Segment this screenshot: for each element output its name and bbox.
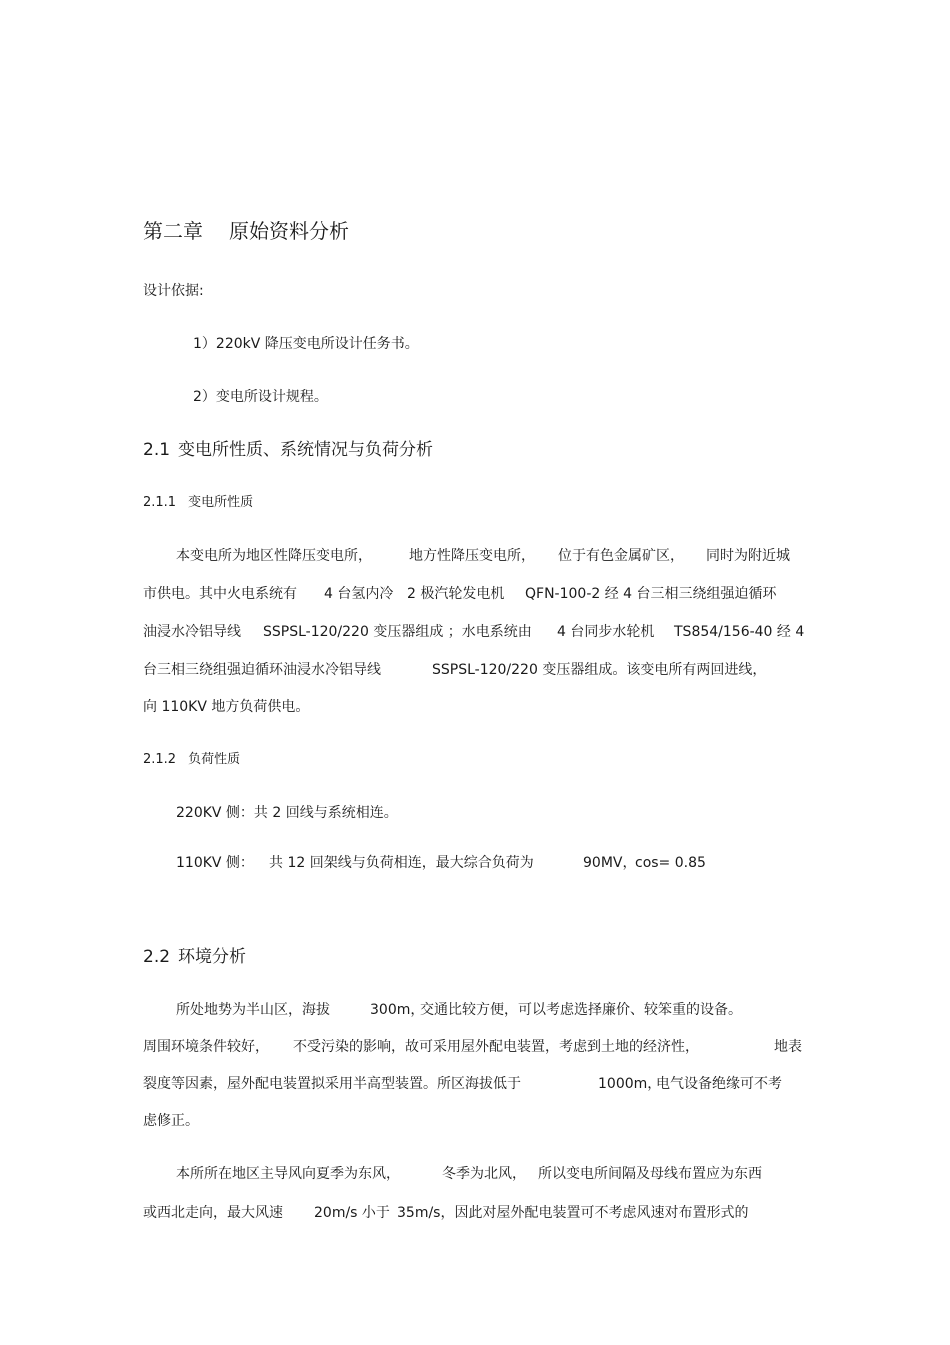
text-segment: QFN-100-2 经 4 台三相三绕组强迫循环 [525,586,777,602]
text-segment: 油浸水冷铝导线 [143,624,241,640]
text-segment: 虑修正。 [143,1113,199,1129]
text-segment: 台三相三绕组强迫循环油浸水冷铝导线 [143,662,381,678]
chapter-number: 第二章 [143,219,203,243]
text-segment: 20m/s 小于 [314,1205,390,1221]
text-segment: 周围环境条件较好， [143,1039,269,1055]
text-segment: 地表 [774,1039,802,1055]
text-segment: 不受污染的影响，故可采用屋外配电装置，考虑到土地的经济性， [293,1039,699,1055]
text-segment: 本变电所为地区性降压变电所， [176,548,372,564]
section-title: 变电所性质、系统情况与负荷分析 [178,440,434,460]
text-segment: 市供电。其中火电系统有 [143,586,297,602]
text-segment: 2 极汽轮发电机 [407,586,505,602]
chapter-title: 原始资料分析 [229,219,349,243]
section-title: 环境分析 [178,947,247,967]
text-segment: 向 110KV 地方负荷供电。 [143,699,310,715]
section-2-1-heading [143,438,433,462]
text-segment: 同时为附近城 [706,548,790,564]
text-segment: 交通比较方便，可以考虑选择廉价、较笨重的设备。 [420,1002,742,1018]
text-segment: 4 台同步水轮机 [557,624,655,640]
text-segment: SSPSL-120/220 变压器组成 ；水电系统由 [263,624,532,640]
text-segment: 所以变电所间隔及母线布置应为东西 [538,1166,762,1182]
text-segment: 共 12 回架线与负荷相连，最大综合负荷为 [269,855,534,871]
text-segment: 位于有色金属矿区， [558,548,684,564]
text-segment: 110KV 侧： [176,855,254,871]
text-segment: 本所所在地区主导风向夏季为东风， [176,1166,400,1182]
section-number: 2.2 [143,947,171,967]
section-2-2-heading [143,945,246,969]
text-segment: 冬季为北风， [442,1166,526,1182]
text-segment: 电气设备绝缘可不考 [656,1076,782,1092]
basis-item-1: 1）220kV 降压变电所设计任务书。 [193,336,419,352]
subsection-2-1-2-heading [143,750,240,770]
subsection-number: 2.1.1 [143,495,177,510]
text-segment: 或西北走向，最大风速 [143,1205,283,1221]
subsection-title: 变电所性质 [188,495,254,510]
text-segment: 地方性降压变电所， [409,548,535,564]
subsection-title: 负荷性质 [188,752,241,767]
text-segment: 300m， [370,1002,425,1018]
section-number: 2.1 [143,440,171,460]
text-segment: 4 台氢内冷 [324,586,394,602]
text-segment: 裂度等因素，屋外配电装置拟采用半高型装置。所区海拔低于 [143,1076,521,1092]
text-segment: SSPSL-120/220 变压器组成。该变电所有两回进线， [432,662,767,678]
text-segment: TS854/156-40 经 4 [674,624,805,640]
text-segment: 所处地势为半山区，海拔 [176,1002,330,1018]
subsection-2-1-1-heading [143,493,253,513]
basis-item-2: 2）变电所设计规程。 [193,389,328,405]
text-segment: 90MV， [583,855,637,871]
load-220kv-line: 220KV 侧：共 2 回线与系统相连。 [176,805,398,821]
text-segment: cos= 0.85 [635,855,706,871]
text-segment: 35m/s，因此对屋外配电装置可不考虑风速对布置形式的 [397,1205,749,1221]
chapter-heading [143,217,349,245]
basis-label: 设计依据: [143,283,204,299]
text-segment: 1000m， [598,1076,662,1092]
subsection-number: 2.1.2 [143,752,177,767]
